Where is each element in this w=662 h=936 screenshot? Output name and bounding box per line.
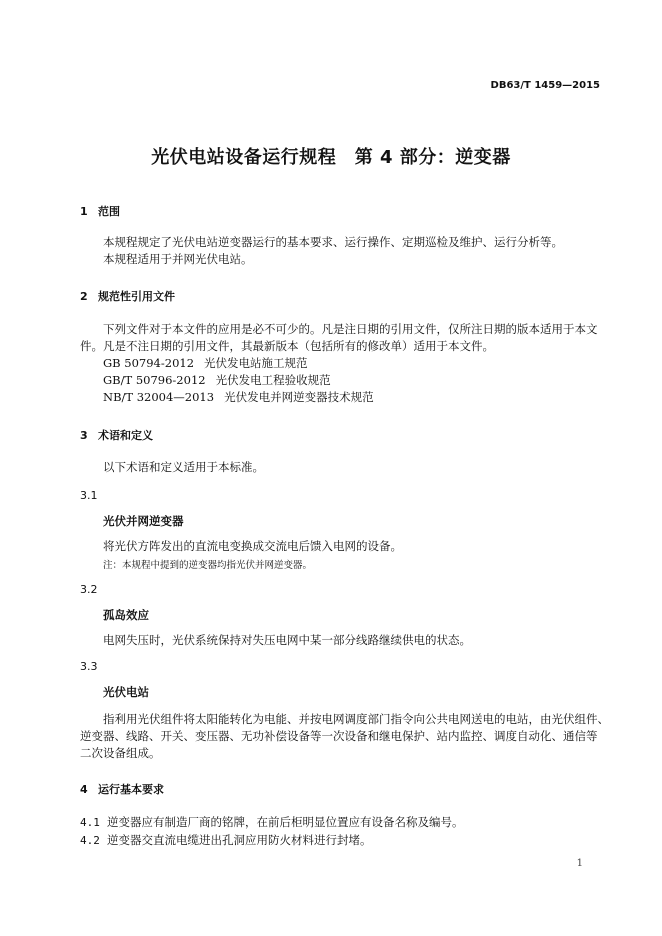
section-number: 2 bbox=[80, 290, 88, 303]
section-3-heading bbox=[80, 427, 153, 443]
reference-item bbox=[103, 372, 331, 388]
page-number: 1 bbox=[576, 858, 583, 869]
reference-title: 光伏发电工程验收规范 bbox=[215, 373, 331, 387]
clause-number: 4.2 bbox=[80, 834, 100, 847]
term-number: 3.1 bbox=[80, 489, 98, 502]
term-number: 3.2 bbox=[80, 583, 98, 596]
reference-code: NB/T 32004—2013 bbox=[103, 390, 215, 404]
reference-code: GB 50794-2012 bbox=[103, 356, 195, 370]
term-note: 注：本规程中提到的逆变器均指光伏并网逆变器。 bbox=[103, 560, 313, 571]
document-title: 光伏电站设备运行规程 第 4 部分：逆变器 bbox=[151, 147, 511, 168]
term-definition: 电网失压时，光伏系统保持对失压电网中某一部分线路继续供电的状态。 bbox=[103, 633, 471, 647]
reference-code: GB/T 50796-2012 bbox=[103, 373, 206, 387]
term-name: 光伏电站 bbox=[103, 685, 149, 699]
standard-code: DB63/T 1459—2015 bbox=[490, 80, 600, 91]
section-2-intro bbox=[80, 321, 600, 355]
section-title: 范围 bbox=[98, 205, 120, 218]
section-2-heading bbox=[80, 288, 175, 304]
paragraph-continuation: 件。凡是不注日期的引用文件，其最新版本（包括所有的修改单）适用于本文件。 bbox=[80, 339, 494, 353]
reference-item bbox=[103, 355, 308, 371]
clause-number: 4.1 bbox=[80, 816, 100, 829]
term-name: 光伏并网逆变器 bbox=[103, 514, 184, 528]
section-title: 运行基本要求 bbox=[98, 783, 164, 796]
clause-text: 逆变器应有制造厂商的铭牌，在前后柜明显位置应有设备名称及编号。 bbox=[107, 815, 464, 829]
section-number: 3 bbox=[80, 429, 88, 442]
reference-title: 光伏发电并网逆变器技术规范 bbox=[224, 390, 374, 404]
clause-item bbox=[80, 832, 372, 848]
clause-item bbox=[80, 814, 464, 830]
reference-title: 光伏发电站施工规范 bbox=[204, 356, 308, 370]
section-number: 1 bbox=[80, 205, 88, 218]
section-title: 术语和定义 bbox=[98, 429, 153, 442]
term-number: 3.3 bbox=[80, 660, 98, 673]
section-1-heading bbox=[80, 203, 120, 219]
section-4-heading bbox=[80, 781, 164, 797]
term-definition: 将光伏方阵发出的直流电变换成交流电后馈入电网的设备。 bbox=[103, 539, 402, 553]
term-name: 孤岛效应 bbox=[103, 608, 149, 622]
section-1-body bbox=[80, 234, 600, 268]
section-number: 4 bbox=[80, 783, 88, 796]
section-title: 规范性引用文件 bbox=[98, 290, 175, 303]
clause-text: 逆变器交直流电缆进出孔洞应用防火材料进行封堵。 bbox=[107, 833, 372, 847]
term-definition: 指利用光伏组件将太阳能转化为电能、并按电网调度部门指令向公共电网送电的电站，由光伏组件、 逆变器、线路、开关、变压器、无功补偿设备等一次设备和继电保护、站内监控、调度自动化、通信等 二次设备组成。 bbox=[80, 712, 609, 760]
reference-item bbox=[103, 389, 374, 405]
paragraph: 本规程适用于并网光伏电站。 bbox=[103, 252, 253, 266]
section-3-intro: 以下术语和定义适用于本标准。 bbox=[103, 460, 264, 474]
paragraph: 本规程规定了光伏电站逆变器运行的基本要求、运行操作、定期巡检及维护、运行分析等。 bbox=[103, 235, 563, 249]
paragraph: 下列文件对于本文件的应用是必不可少的。凡是注日期的引用文件，仅所注日期的版本适用于本文 bbox=[103, 322, 598, 336]
